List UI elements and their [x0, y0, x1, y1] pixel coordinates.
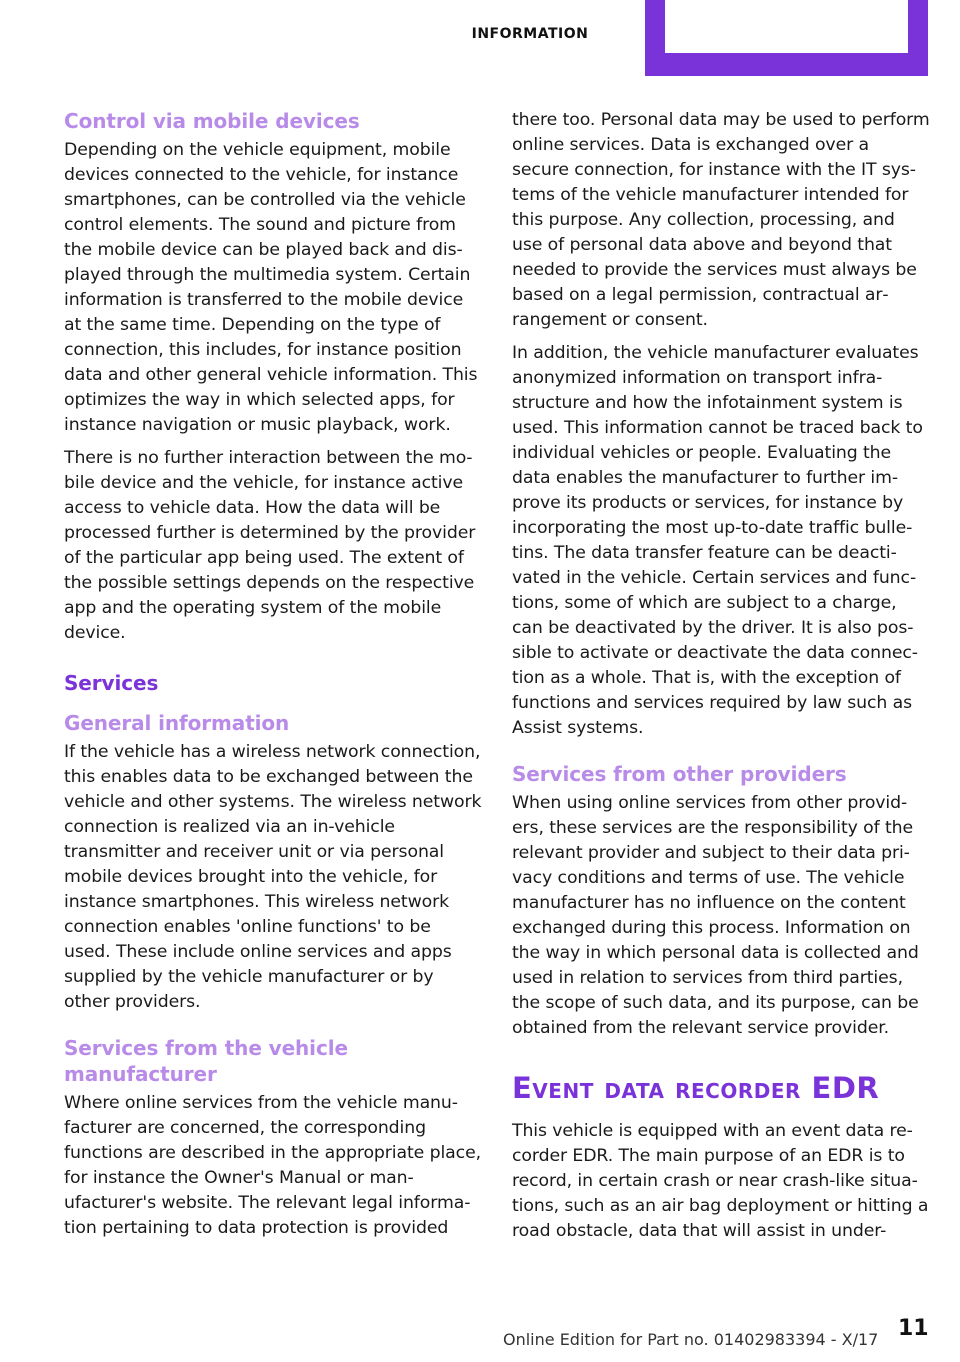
heading-services-other-providers: Services from other providers: [512, 762, 847, 786]
left-column: [64, 108, 482, 1249]
heading-event-data-recorder: Event data recorder EDR: [512, 1071, 880, 1105]
page-number: 11: [898, 1316, 929, 1341]
paragraph: This vehicle is equipped with an event data recorder EDR. The main purpose of an EDR is to record, in certain crash or near crash-like situations, such as an air bag deployment or hitting a road obstacle, data that will assist in under-: [512, 1121, 929, 1241]
heading-services: Services: [64, 671, 159, 695]
paragraph: Where online services from the vehicle manufacturer are concerned, the corresponding functions are described in the appropriate place, for instance the Owner's Manual or manufacturer's website. The relevant legal information pertaining to data protection is provided: [64, 1093, 481, 1238]
footer-edition: Online Edition for Part no. 01402983394 - X/17: [503, 1330, 879, 1349]
paragraph: In addition, the vehicle manufacturer evaluates anonymized information on transport infrastructure and how the infotainment system is used. This information cannot be traced back to individual vehicles or people. Evaluating the data enables the manufacturer to further improve its products or services, for instance by incorporating the most up-to-date traffic bulletins. The data transfer feature can be deactivated in the vehicle. Certain services and functions, some of which are subject to a charge, can be deactivated by the driver. It is also possible to activate or deactivate the data connection as a whole. That is, with the exception of functions and services required by law such as Assist systems.: [512, 343, 923, 738]
paragraph: When using online services from other providers, these services are the responsibility of the relevant provider and subject to their data privacy conditions and terms of use. The vehicle manufacturer has no influence on the content exchanged during this process. Information on the way in which personal data is collected and used in relation to services from third parties, the scope of such data, and its purpose, can be obtained from the relevant service provider.: [512, 793, 919, 1038]
heading-services-manufacturer: Services from the vehicle manufacturer: [64, 1036, 348, 1086]
heading-general-information: General information: [64, 711, 290, 735]
section-tab-inner: [665, 0, 908, 53]
paragraph: There is no further interaction between the mobile device and the vehicle, for instance active access to vehicle data. How the data will be processed further is determined by the provider of the particular app being used. The extent of the possible settings depends on the respective app and the operating system of the mobile device.: [64, 448, 476, 643]
section-header: INFORMATION: [471, 26, 589, 42]
right-column: [512, 108, 930, 1252]
section-tab-marker: [645, 0, 928, 76]
paragraph: Depending on the vehicle equipment, mobile devices connected to the vehicle, for instance smartphones, can be controlled via the vehicle control elements. The sound and picture from the mobile device can be played back and displayed through the multimedia system. Certain information is transferred to the mobile device at the same time. Depending on the type of connection, this includes, for instance position data and other general vehicle information. This optimizes the way in which selected apps, for instance navigation or music playback, work.: [64, 140, 478, 435]
paragraph: there too. Personal data may be used to perform online services. Data is exchanged over a secure connection, for instance with the IT systems of the vehicle manufacturer intended for this purpose. Any collection, processing, and use of personal data above and beyond that needed to provide the services must always be based on a legal permission, contractual arrangement or consent.: [512, 110, 930, 330]
paragraph: If the vehicle has a wireless network connection, this enables data to be exchanged between the vehicle and other systems. The wireless network connection is realized via an in-vehicle transmitter and receiver unit or via personal mobile devices brought into the vehicle, for instance smartphones. This wireless network connection enables 'online functions' to be used. These include online services and apps supplied by the vehicle manufacturer or by other providers.: [64, 742, 482, 1012]
heading-control-mobile: Control via mobile devices: [64, 109, 360, 133]
